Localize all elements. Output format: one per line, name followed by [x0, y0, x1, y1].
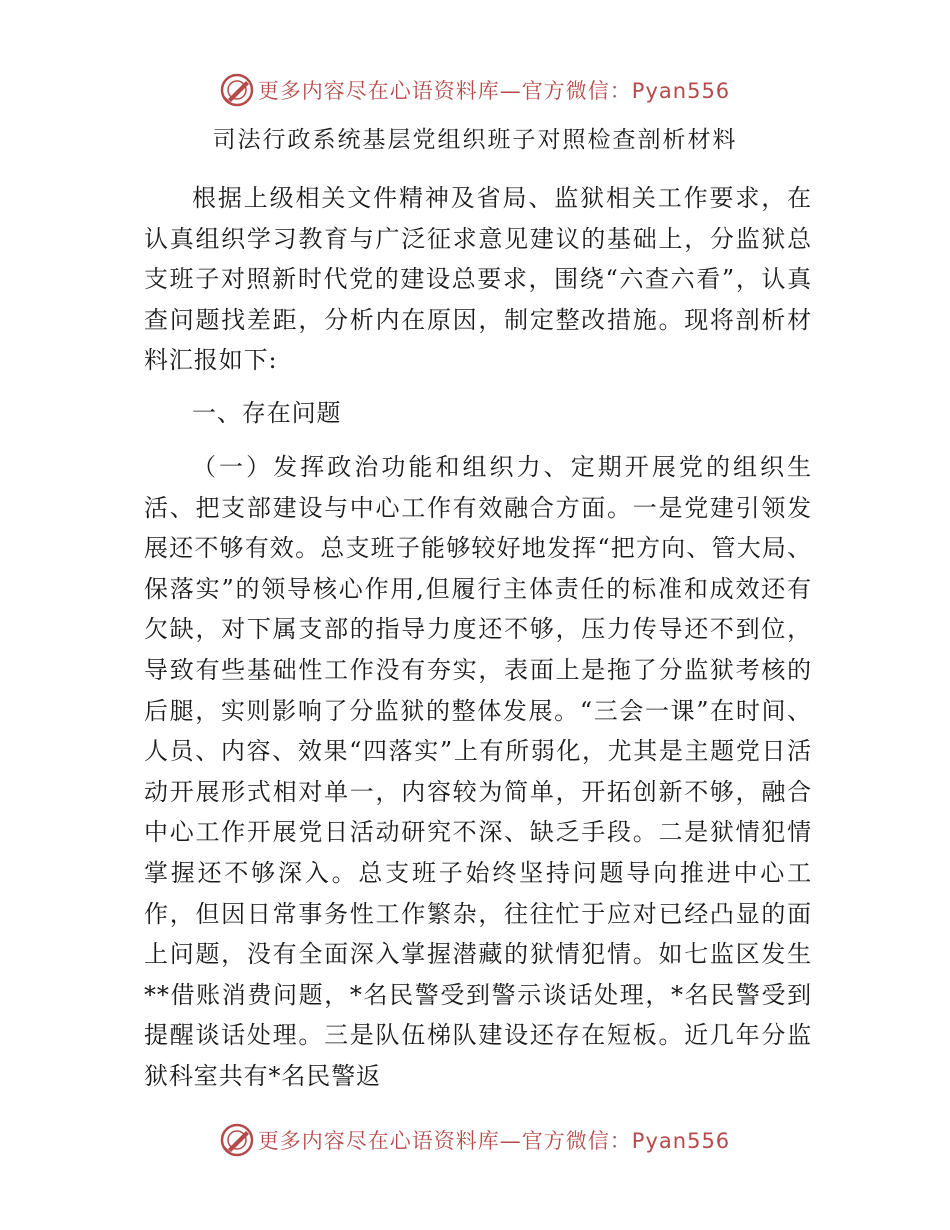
watermark-text: 更多内容尽在心语资料库—官方微信：Pyan556: [257, 79, 731, 103]
watermark-text: 更多内容尽在心语资料库—官方微信：Pyan556: [257, 1129, 731, 1153]
watermark-footer: [0, 1120, 950, 1160]
intro-paragraph: 根据上级相关文件精神及省局、监狱相关工作要求，在认真组织学习教育与广泛征求意见建议的基础上，分监狱总支班子对照新时代党的建设总要求，围绕“六查六看”，认真查问题找差距，分析内在原因，制定整改措施。现将剖析材料汇报如下:: [144, 184, 812, 375]
pen-nib-logo-icon: [220, 1123, 254, 1157]
watermark-header: [0, 70, 950, 110]
section-one-paragraph: （一）发挥政治功能和组织力、定期开展党的组织生活、把支部建设与中心工作有效融合方面。一是党建引领发展还不够有效。总支班子能够较好地发挥“把方向、管大局、保落实”的领导核心作用,但履行主体责任的标准和成效还有欠缺，对下属支部的指导力度还不够，压力传导还不到位，导致有些基础性工作没有夯实，表面上是拖了分监狱考核的后腿，实则影响了分监狱的整体发展。“三会一课”在时间、人员、内容、效果“四落实”上有所弱化，尤其是主题党日活动开展形式相对单一，内容较为简单，开拓创新不够，融合中心工作开展党日活动研究不深、缺乏手段。二是狱情犯情掌握还不够深入。总支班子始终坚持问题导向推进中心工作，但因日常事务性工作繁杂，往往忙于应对已经凸显的面上问题，没有全面深入掌握潜藏的狱情犯情。如七监区发生**借账消费问题，*名民警受到警示谈话处理，*名民警受到提醒谈话处理。三是队伍梯队建设还存在短板。近几年分监狱科室共有*名民警返: [144, 453, 812, 1090]
section-heading: 一、存在问题: [192, 399, 342, 427]
document-title: 司法行政系统基层党组织班子对照检查剖析材料: [212, 127, 738, 153]
pen-nib-logo-icon: [220, 73, 254, 107]
